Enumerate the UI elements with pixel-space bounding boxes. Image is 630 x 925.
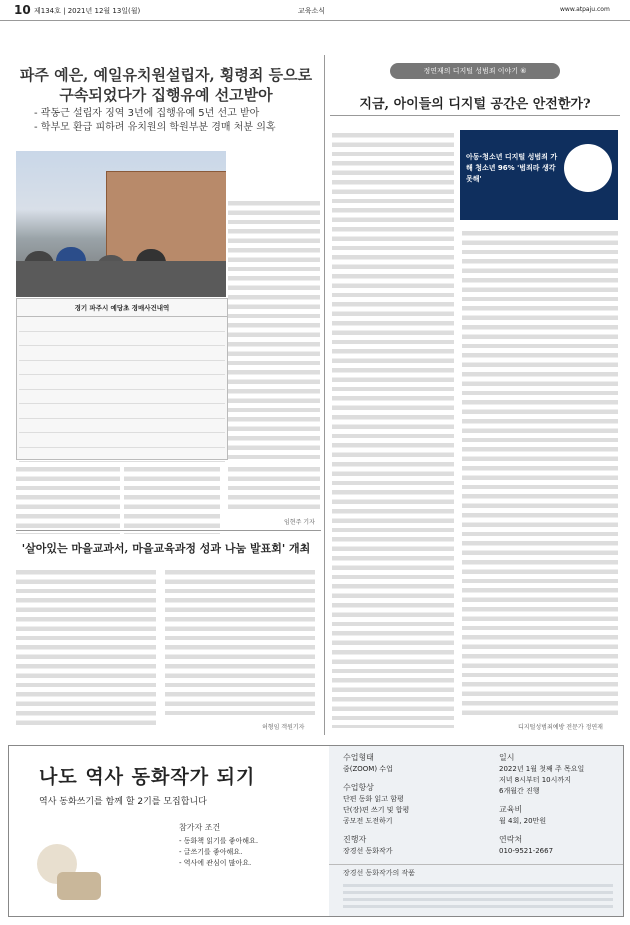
protest-photo [16,151,226,297]
date-head: 일시 [499,753,515,762]
teacher-head: 진행자 [343,835,367,844]
article1-subtitle: - 곽동근 설립자 징역 3년에 집행유예 5년 선고 받아 [34,108,260,119]
books-list [343,880,613,912]
article3-byline: 허형임 객원기자 [262,724,305,731]
method: 줌(ZOOM) 수업 [343,765,393,773]
cond-list [179,836,258,869]
article1-subtitles [34,107,334,135]
article1-body-col2 [228,196,320,496]
article2-header [330,55,620,110]
fee: 월 4회, 20만원 [499,817,547,825]
section-name: 교육소식 [298,7,326,15]
ad-left [9,746,329,916]
auction-table [16,298,228,460]
image-text: 아동·청소년 디지털 성범죄 가해 청소년 96% '범죄라 생각 못해' [466,153,558,183]
page-number: 10 [14,3,31,17]
article1-byline: 임현주 기자 [284,519,315,526]
cond-item: - 동화책 읽기를 좋아해요. [179,837,259,845]
cond-item: - 역사에 관심이 많아요. [179,859,252,867]
teacher: 장경선 동화작가 [343,847,393,855]
date-list [499,764,584,797]
method-head: 수업형태 [343,753,374,762]
article1-body-col1 [16,462,120,534]
ad-subtitle: 역사 동화쓰기를 함께 할 2기를 모집합니다 [39,797,207,807]
content-item: 단편 동화 읽고 함평 [343,795,404,803]
article3-body-col2 [165,565,315,715]
fee-head: 교육비 [499,805,523,814]
table-title: 경기 파주시 예당초 경매사건내역 [17,299,227,317]
date-line: 저녁 8시부터 10시까지 [499,776,571,784]
contact-head: 연락처 [499,835,523,844]
article2-title: 지금, 아이들의 디지털 공간은 안전한가? [359,97,591,112]
article1-subtitle: - 학부모 환급 피하려 유치원의 학원부분 경매 처분 의혹 [34,122,276,133]
illustration [27,834,107,904]
divider [330,115,620,116]
issue-info: 제134호 | 2021년 12월 13일(월) [34,7,141,15]
article2-body-col2 [462,226,618,716]
contact[interactable]: 010-9521-2667 [499,847,554,855]
books-head: 장경선 동화작가의 작품 [343,869,416,877]
content-head: 수업항상 [343,783,374,792]
article2-image [460,130,618,220]
site-url[interactable]: www.atpaju.com [560,6,610,13]
article3-body-col1 [16,565,156,725]
divider [16,530,321,531]
article2-body-col1 [332,128,454,728]
chart-icon [564,144,612,192]
article1-title: 파주 예은, 예일유치원설립자, 횡령죄 등으로 구속되었다가 집행유예 선고받아 [19,66,313,104]
content-item: 단(장)편 쓰기 및 합평 [343,806,410,814]
content-item: 공모전 도전하기 [343,817,393,825]
date-line: 2022년 1월 첫째 주 목요일 [499,765,585,773]
content-list [343,794,409,827]
date-line: 6개월간 진행 [499,787,540,795]
article1-body-col3 [228,462,320,512]
page-header [0,0,630,21]
article2-kicker: 정연재의 디지털 성범죄 이야기 ⑥ [390,63,560,79]
article1-body-col1b [124,462,220,534]
ad-right [329,746,623,916]
ad-box [8,745,624,917]
cond-head: 참가자 조건 [179,823,221,832]
article2-byline: 디지털성범죄예방 전문가 정연재 [518,724,603,731]
cond-item: - 글쓰기를 좋아해요. [179,848,243,856]
column-divider [324,55,325,735]
ad-title: 나도 역사 동화작가 되기 [39,766,256,788]
article3-title: '살아있는 마을교과서, 마을교육과정 성과 나눔 발표회' 개최 [21,542,311,555]
